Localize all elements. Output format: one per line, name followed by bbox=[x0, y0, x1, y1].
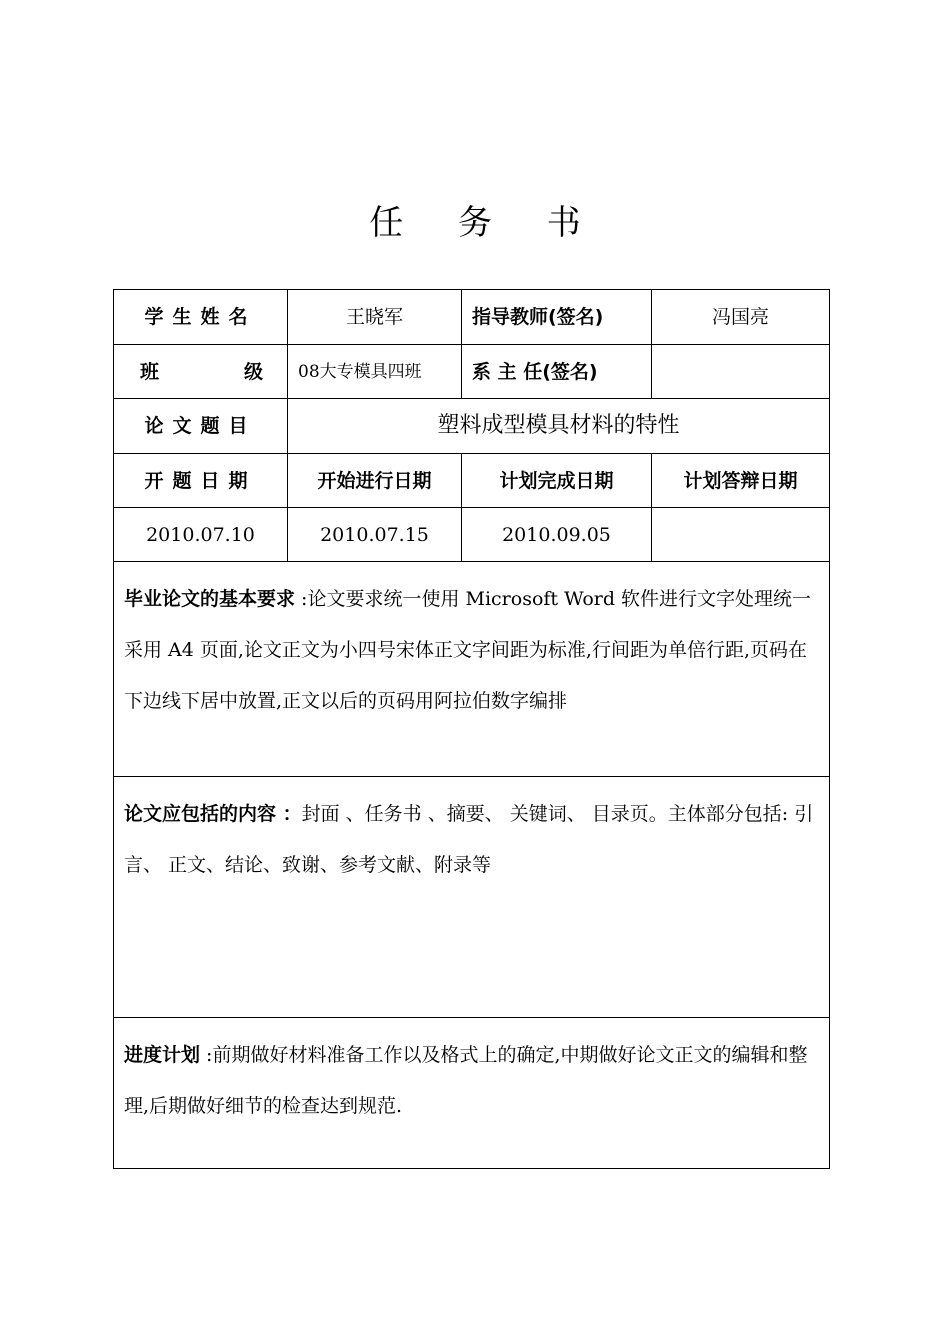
row-date-headers bbox=[114, 454, 830, 508]
row-contents bbox=[114, 777, 830, 1018]
schedule-label: 进度计划 bbox=[124, 1044, 201, 1066]
row-dates bbox=[114, 508, 830, 562]
document-title: 任 务 书 bbox=[369, 203, 603, 243]
row-student bbox=[114, 290, 830, 345]
complete-date-value: 2010.09.05 bbox=[462, 508, 652, 562]
topic-label: 论文题目 bbox=[114, 399, 288, 454]
requirements-cell bbox=[114, 562, 830, 777]
defense-date-value bbox=[652, 508, 830, 562]
dept-head-value bbox=[652, 345, 830, 399]
plan-complete-label: 计划完成日期 bbox=[462, 454, 652, 508]
contents-text: 封面 、任务书 、摘要、 关键词、 目录页。主体部分包括: 引言、 正文、结论、致谢、参考文献、附录等 bbox=[124, 803, 814, 876]
class-label bbox=[114, 345, 288, 399]
requirements-text: :论文要求统一使用 Microsoft Word 软件进行文字处理统一采用 A4 页面,论文正文为小四号宋体正文字间距为标准,行间距为单倍行距,页码在下边线下居中放置,正文以后的页码用阿拉伯数字编排 bbox=[124, 588, 812, 712]
class-label-a: 班 bbox=[140, 360, 160, 383]
class-label-b: 级 bbox=[243, 360, 263, 383]
task-form-table bbox=[113, 289, 830, 1169]
advisor-label: 指导教师(签名) bbox=[462, 290, 652, 345]
contents-label: 论文应包括的内容 ： bbox=[124, 803, 302, 825]
start-date-value: 2010.07.15 bbox=[288, 508, 462, 562]
topic-value: 塑料成型模具材料的特性 bbox=[288, 399, 830, 454]
row-schedule bbox=[114, 1018, 830, 1169]
start-date-label: 开始进行日期 bbox=[288, 454, 462, 508]
dates-label: 开题日期 bbox=[114, 454, 288, 508]
row-topic bbox=[114, 399, 830, 454]
student-name-label: 学生姓名 bbox=[114, 290, 288, 345]
schedule-text: :前期做好材料准备工作以及格式上的确定,中期做好论文正文的编辑和整理,后期做好细节的检查达到规范. bbox=[124, 1044, 808, 1117]
row-class bbox=[114, 345, 830, 399]
student-name-value: 王晓军 bbox=[288, 290, 462, 345]
open-date-value: 2010.07.10 bbox=[114, 508, 288, 562]
requirements-label: 毕业论文的基本要求 bbox=[124, 588, 296, 610]
plan-defense-label: 计划答辩日期 bbox=[652, 454, 830, 508]
row-requirements bbox=[114, 562, 830, 777]
class-value: 08大专模具四班 bbox=[288, 345, 462, 399]
dept-head-label: 系 主 任(签名) bbox=[462, 345, 652, 399]
contents-cell bbox=[114, 777, 830, 1018]
advisor-value: 冯国亮 bbox=[652, 290, 830, 345]
schedule-cell bbox=[114, 1018, 830, 1169]
